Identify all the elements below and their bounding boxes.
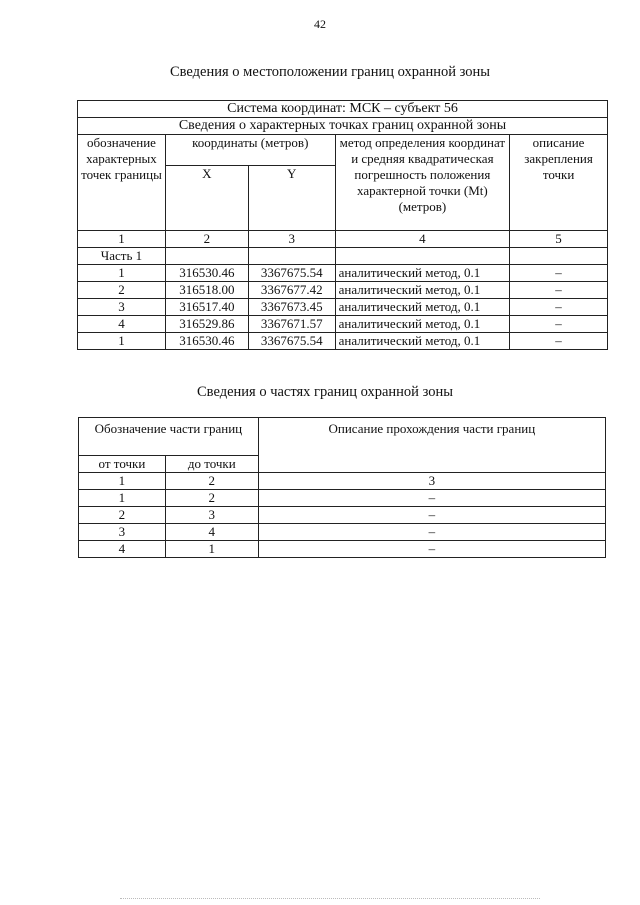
from-cell: 2	[79, 507, 166, 524]
header-from: от точки	[79, 456, 166, 473]
column-number: 1	[79, 473, 166, 490]
y-cell: 3367677.42	[248, 282, 335, 299]
to-cell: 4	[165, 524, 258, 541]
boundary-parts-table	[78, 417, 606, 558]
desc-cell: –	[258, 507, 605, 524]
desc-cell: –	[510, 282, 608, 299]
section-heading-parts: Сведения о частях границ охранной зоны	[197, 384, 453, 400]
point-cell: 4	[78, 316, 166, 333]
header-coordinates: координаты (метров)	[165, 135, 335, 166]
y-cell: 3367675.54	[248, 265, 335, 282]
x-cell: 316530.46	[165, 265, 248, 282]
to-cell: 2	[165, 490, 258, 507]
desc-cell: –	[510, 265, 608, 282]
header-x: X	[165, 166, 248, 231]
desc-cell: –	[258, 524, 605, 541]
header-y: Y	[248, 166, 335, 231]
method-cell: аналитический метод, 0.1	[335, 316, 509, 333]
table-row	[78, 299, 608, 316]
desc-cell: –	[258, 541, 605, 558]
y-cell: 3367675.54	[248, 333, 335, 350]
column-number: 5	[510, 231, 608, 248]
header-part: Обозначение части границ	[79, 418, 259, 456]
column-number: 3	[248, 231, 335, 248]
column-number: 1	[78, 231, 166, 248]
x-cell: 316529.86	[165, 316, 248, 333]
method-cell: аналитический метод, 0.1	[335, 282, 509, 299]
column-number: 2	[165, 473, 258, 490]
table-row	[78, 265, 608, 282]
desc-cell: –	[510, 316, 608, 333]
to-cell: 3	[165, 507, 258, 524]
table-subtitle-cell: Сведения о характерных точках границ охранной зоны	[78, 118, 608, 135]
header-to: до точки	[165, 456, 258, 473]
table-row	[78, 333, 608, 350]
header-part-description: Описание прохождения части границ	[258, 418, 605, 473]
page-number: 42	[314, 17, 326, 31]
header-point-name: обозначение характерных точек границы	[78, 135, 166, 231]
table-row	[79, 490, 606, 507]
table-row	[79, 524, 606, 541]
column-number: 3	[258, 473, 605, 490]
from-cell: 3	[79, 524, 166, 541]
table-row	[78, 282, 608, 299]
from-cell: 1	[79, 490, 166, 507]
table-row	[78, 316, 608, 333]
from-cell: 4	[79, 541, 166, 558]
part-label: Часть 1	[78, 248, 166, 265]
table-row	[79, 507, 606, 524]
x-cell: 316518.00	[165, 282, 248, 299]
method-cell: аналитический метод, 0.1	[335, 299, 509, 316]
point-cell: 1	[78, 333, 166, 350]
column-number: 4	[335, 231, 509, 248]
desc-cell: –	[510, 333, 608, 350]
scan-artifact-line	[120, 898, 540, 901]
x-cell: 316530.46	[165, 333, 248, 350]
to-cell: 1	[165, 541, 258, 558]
point-cell: 2	[78, 282, 166, 299]
y-cell: 3367671.57	[248, 316, 335, 333]
desc-cell: –	[510, 299, 608, 316]
header-description: описание закрепления точки	[510, 135, 608, 231]
x-cell: 316517.40	[165, 299, 248, 316]
desc-cell: –	[258, 490, 605, 507]
point-cell: 3	[78, 299, 166, 316]
header-method: метод определения координат и средняя квадратическая погрешность положения характерной точки (Mt) (метров)	[335, 135, 509, 231]
y-cell: 3367673.45	[248, 299, 335, 316]
method-cell: аналитический метод, 0.1	[335, 265, 509, 282]
method-cell: аналитический метод, 0.1	[335, 333, 509, 350]
point-cell: 1	[78, 265, 166, 282]
table-row	[79, 541, 606, 558]
section-heading-locations: Сведения о местоположении границ охранной зоны	[169, 64, 490, 80]
coordinate-system-cell: Система координат: МСК – субъект 56	[78, 101, 608, 118]
column-number: 2	[165, 231, 248, 248]
boundary-points-table	[77, 100, 608, 350]
